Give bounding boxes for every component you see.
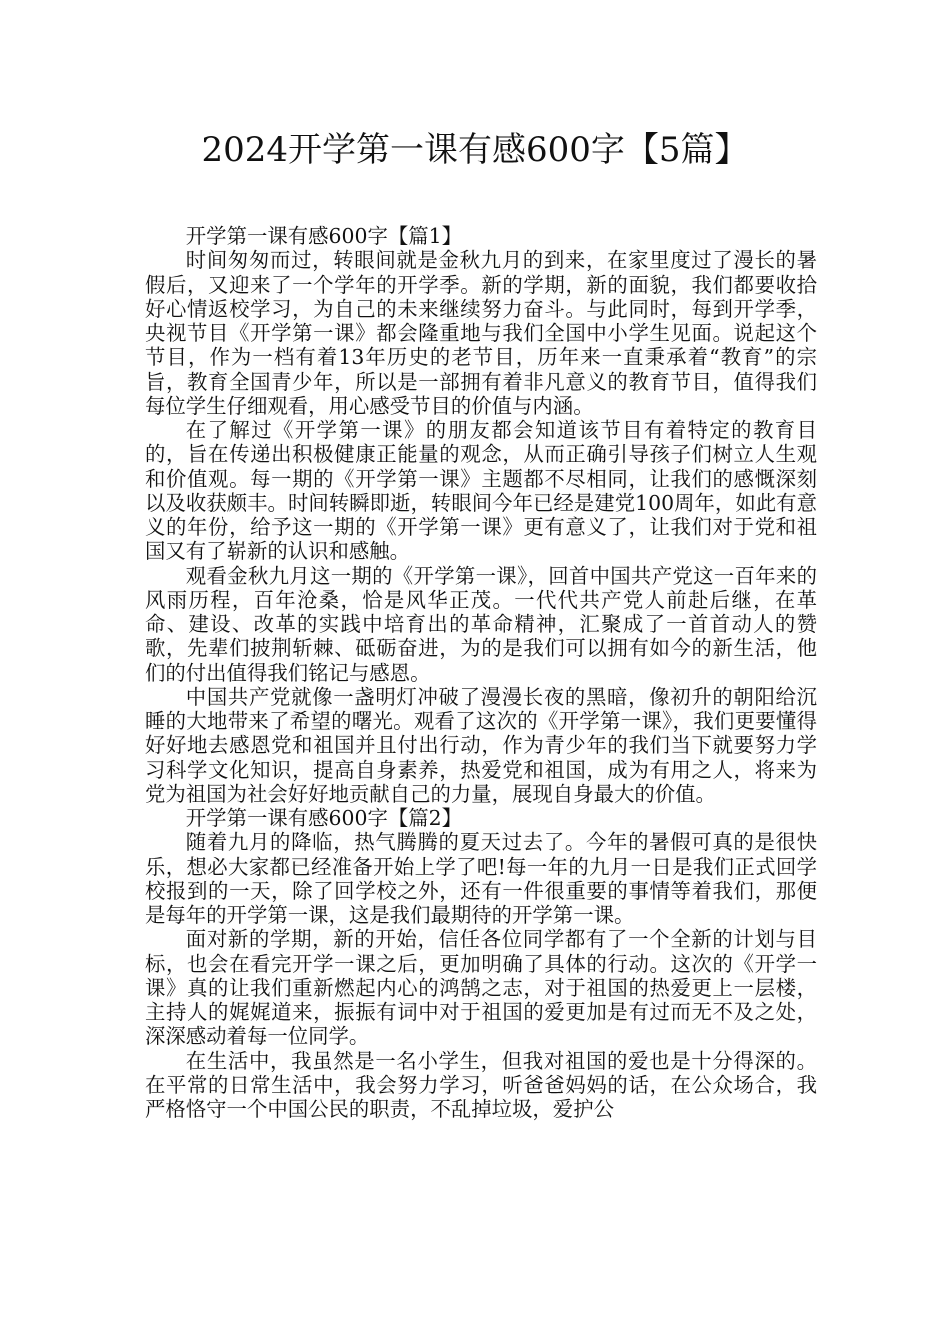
paragraph: 随着九月的降临，热气腾腾的夏天过去了。今年的暑假可真的是很快乐，想必大家都已经准备开始上学了吧!每一年的九月一日是我们正式回学校报到的一天，除了回学校之外，还有一件很重要的事情等着我们，那便是每年的开学第一课，这是我们最期待的开学第一课。 [145,830,817,927]
paragraph: 时间匆匆而过，转眼间就是金秋九月的到来，在家里度过了漫长的暑假后，又迎来了一个学年的开学季。新的学期，新的面貌，我们都要收拾好心情返校学习，为自己的未来继续努力奋斗。与此同时，每到开学季，央视节目《开学第一课》都会隆重地与我们全国中小学生见面。说起这个节目，作为一档有着13年历史的老节目，历年来一直秉承着“教育”的宗旨，教育全国青少年，所以是一部拥有着非凡意义的教育节目，值得我们每位学生仔细观看，用心感受节目的价值与内涵。 [145,248,817,418]
paragraph: 在生活中，我虽然是一名小学生，但我对祖国的爱也是十分得深的。在平常的日常生活中，我会努力学习，听爸爸妈妈的话，在公众场合，我严格恪守一个中国公民的职责，不乱掉垃圾，爱护公 [145,1048,817,1121]
document-title: 2024开学第一课有感600字【5篇】 [201,130,749,170]
section-heading-1: 开学第一课有感600字【篇1】 [185,224,462,248]
paragraph: 中国共产党就像一盏明灯冲破了漫漫长夜的黑暗，像初升的朝阳给沉睡的大地带来了希望的曙光。观看了这次的《开学第一课》，我们更要懂得好好地去感恩党和祖国并且付出行动，作为青少年的我们当下就要努力学习科学文化知识，提高自身素养，热爱党和祖国，成为有用之人，将来为党为祖国为社会好好地贡献自己的力量，展现自身最大的价值。 [145,684,817,806]
paragraph: 面对新的学期，新的开始，信任各位同学都有了一个全新的计划与目标，也会在看完开学一课之后，更加明确了具体的行动。这次的《开学一课》真的让我们重新燃起内心的鸿鹄之志，对于祖国的热爱更上一层楼，主持人的娓娓道来，振振有词中对于祖国的爱更加是有过而无不及之处，深深感动着每一位同学。 [145,927,817,1049]
paragraph: 观看金秋九月这一期的《开学第一课》，回首中国共产党这一百年来的风雨历程，百年沧桑，恰是风华正茂。一代代共产党人前赴后继，在革命、建设、改革的实践中培育出的革命精神，汇聚成了一首首动人的赞歌，先辈们披荆斩棘、砥砺奋进，为的是我们可以拥有如今的新生活，他们的付出值得我们铭记与感恩。 [145,563,817,685]
document-body [145,224,817,1121]
paragraph: 在了解过《开学第一课》的朋友都会知道该节目有着特定的教育目的，旨在传递出积极健康正能量的观念，从而正确引导孩子们树立人生观和价值观。每一期的《开学第一课》主题都不尽相同，让我们的感慨深刻以及收获颇丰。时间转瞬即逝，转眼间今年已经是建党100周年，如此有意义的年份，给予这一期的《开学第一课》更有意义了，让我们对于党和祖国又有了崭新的认识和感触。 [145,418,817,564]
section-heading-2: 开学第一课有感600字【篇2】 [185,806,462,830]
